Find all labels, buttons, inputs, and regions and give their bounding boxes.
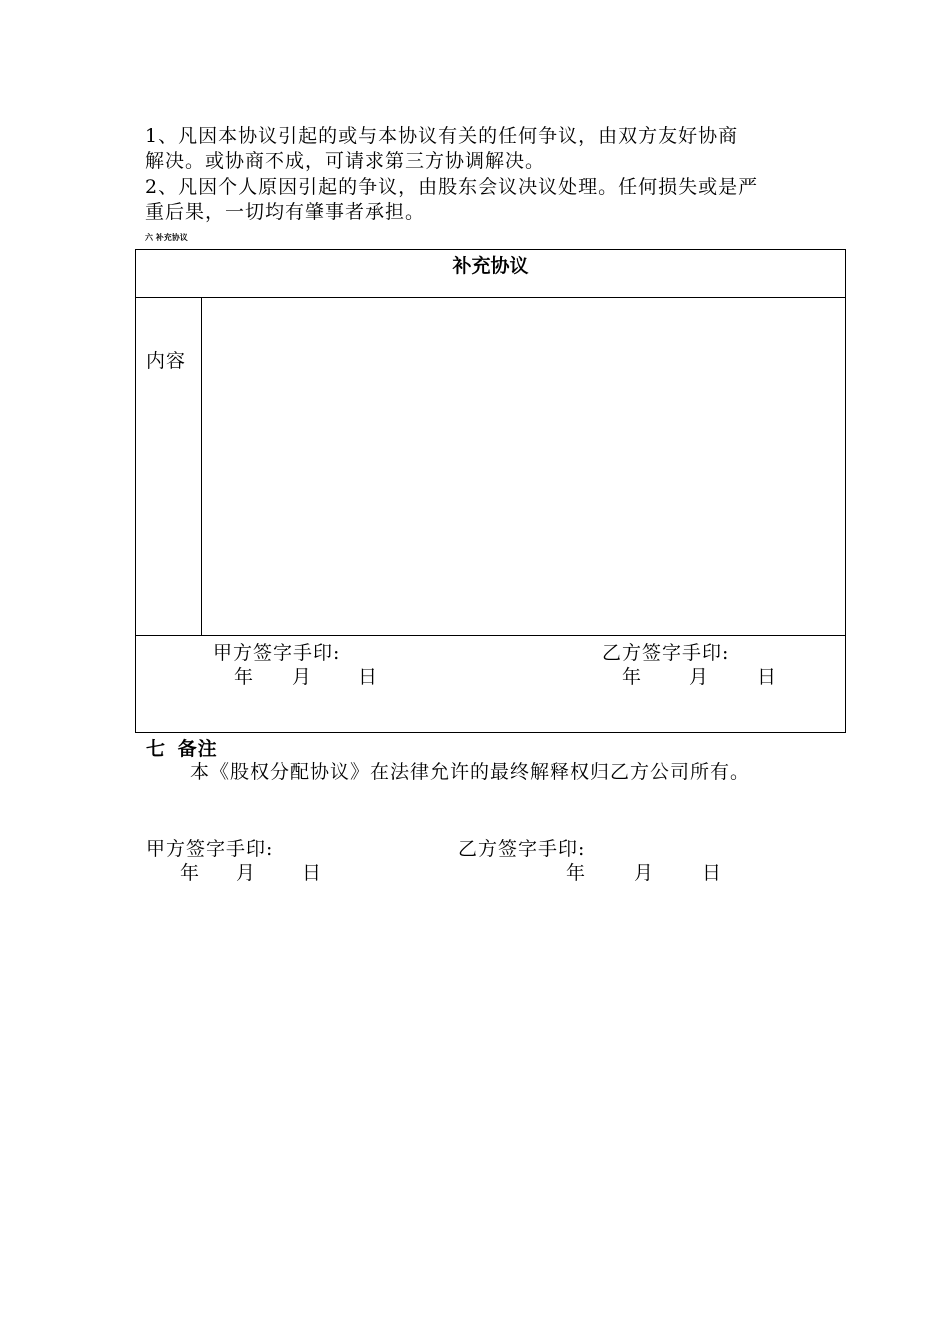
content-label: 内容 [146,350,187,372]
remarks-body: 本《股权分配协议》在法律允许的最终解释权归乙方公司所有。 [190,761,751,783]
clause-2-line-1: 2、凡因个人原因引起的争议，由股东会议决议处理。任何损失或是严 [145,176,759,198]
clause-1-line-1: 1、凡因本协议引起的或与本协议有关的任何争议，由双方友好协商 [145,125,739,147]
table-column-divider [201,297,202,635]
clause-2-line-2: 重后果，一切均有肇事者承担。 [145,201,426,223]
party-a-year: 年 [180,862,201,884]
table-title-divider [135,297,846,298]
party-b-day: 日 [702,862,723,884]
party-b-month: 月 [634,862,655,884]
table-party-a-day: 日 [358,666,379,688]
party-b-year: 年 [566,862,587,884]
party-a-sign-label: 甲方签字手印: [146,838,274,860]
party-a-day: 日 [302,862,323,884]
table-title: 补充协议 [452,255,529,277]
section-six-heading: 六 补充协议 [145,233,188,242]
table-party-a-sign-label: 甲方签字手印: [213,642,341,664]
table-party-b-sign-label: 乙方签字手印: [602,642,730,664]
party-b-sign-label: 乙方签字手印: [458,838,586,860]
table-party-b-year: 年 [622,666,643,688]
clause-1-line-2: 解决。或协商不成，可请求第三方协调解决。 [145,150,546,172]
table-signature-divider [135,635,846,636]
table-party-a-month: 月 [292,666,313,688]
content-area[interactable] [203,299,843,634]
section-seven-heading: 七 备注 [146,738,218,760]
table-party-b-day: 日 [757,666,778,688]
table-party-b-month: 月 [689,666,710,688]
party-a-month: 月 [236,862,257,884]
table-party-a-year: 年 [234,666,255,688]
